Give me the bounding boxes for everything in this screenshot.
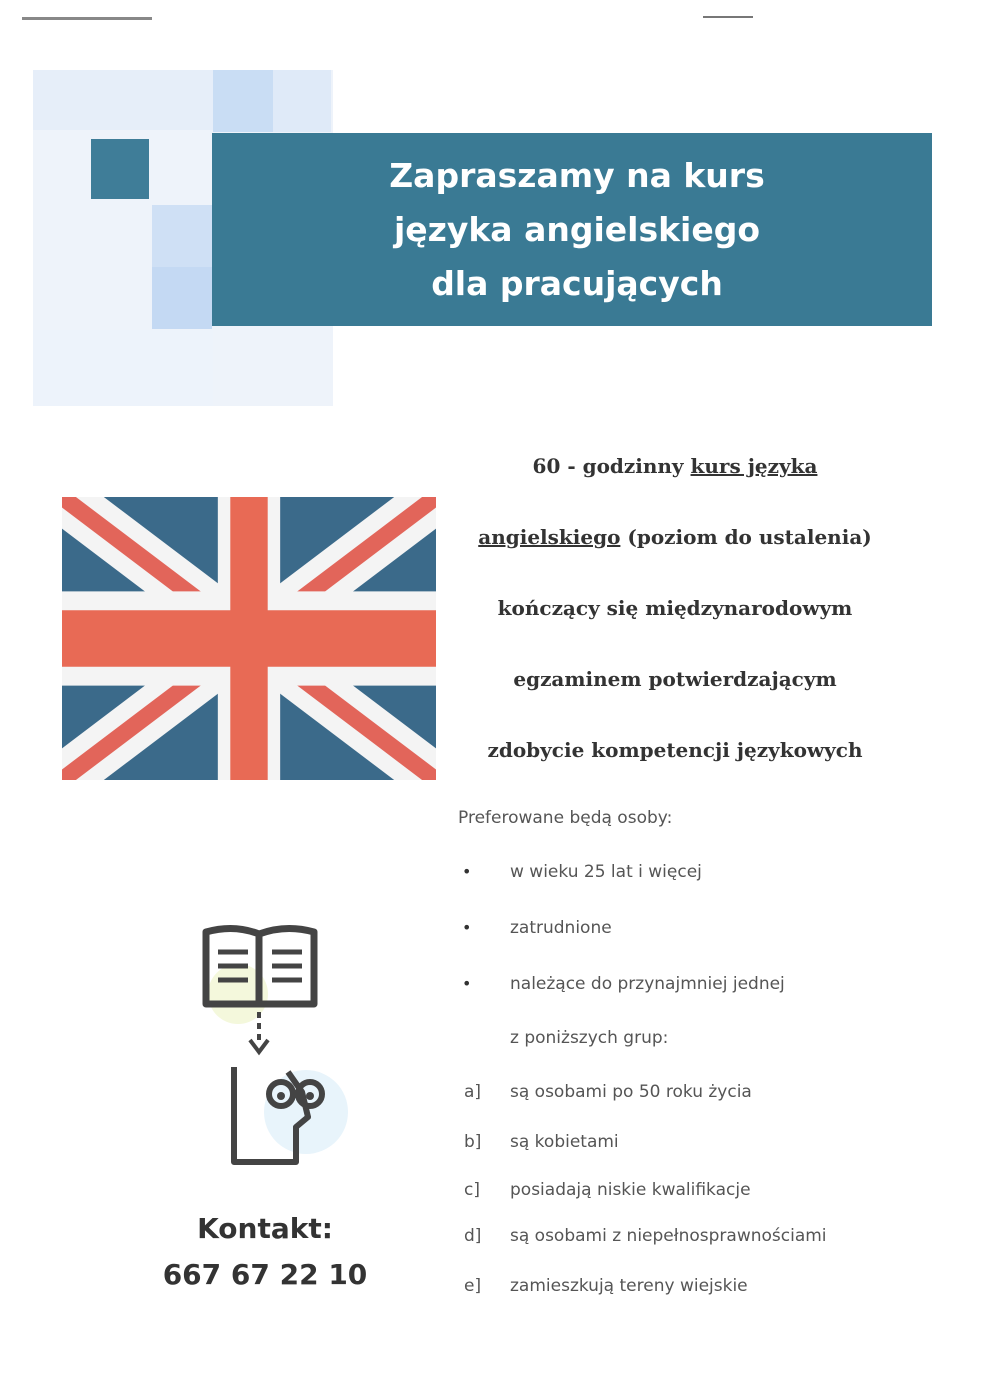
header-title-line: języka angielskiego	[393, 209, 761, 249]
group-text: są kobietami	[510, 1132, 619, 1152]
uk-flag-image	[62, 497, 436, 780]
list-item-text: należące do przynajmniej jednej	[510, 974, 785, 994]
group-letter: e]	[464, 1276, 482, 1296]
course-line	[460, 515, 890, 586]
header-title	[212, 133, 812, 326]
list-item-text: zatrudnione	[510, 918, 612, 938]
bullet-icon: •	[462, 974, 472, 993]
contact-phone[interactable]: 667 67 22 10	[162, 1258, 368, 1291]
group-letter: a]	[464, 1082, 482, 1102]
header-square-light	[213, 70, 273, 132]
header-square-dark	[91, 139, 149, 199]
course-line	[460, 444, 890, 515]
course-line: zdobycie kompetencji językowych	[487, 738, 863, 762]
course-description	[460, 444, 890, 799]
contact-block	[130, 1206, 400, 1298]
header-title-line: dla pracujących	[431, 263, 723, 303]
list-item-text: z poniższych grup:	[510, 1028, 669, 1048]
group-text: posiadają niskie kwalifikacje	[510, 1180, 751, 1200]
header-title-line: Zapraszamy na kurs	[389, 155, 765, 195]
course-text-underlined: kurs języka	[690, 454, 818, 478]
header-square-light	[152, 267, 212, 329]
header-bg-square	[33, 70, 243, 130]
contact-label: Kontakt:	[197, 1212, 333, 1245]
group-text: zamieszkują tereny wiejskie	[510, 1276, 748, 1296]
group-letter: d]	[464, 1226, 482, 1246]
course-text-underlined: angielskiego	[478, 525, 621, 549]
scan-mark-right	[703, 16, 753, 18]
group-text: są osobami po 50 roku życia	[510, 1082, 752, 1102]
bullet-icon: •	[462, 862, 472, 881]
bullet-icon: •	[462, 918, 472, 937]
header-square-pale	[273, 70, 331, 132]
list-item-text: w wieku 25 lat i więcej	[510, 862, 702, 882]
scan-mark-left	[22, 17, 152, 20]
header-square-pale	[33, 330, 213, 406]
course-line: egzaminem potwierdzającym	[513, 667, 837, 691]
course-line: kończący się międzynarodowym	[497, 596, 853, 620]
course-text: (poziom do ustalenia)	[620, 525, 872, 549]
group-letter: b]	[464, 1132, 482, 1152]
group-text: są osobami z niepełnosprawnościami	[510, 1226, 827, 1246]
group-letter: c]	[464, 1180, 480, 1200]
book-to-head-icon	[196, 922, 356, 1172]
course-text: 60 - godzinny	[532, 454, 691, 478]
requirements-heading: Preferowane będą osoby:	[458, 808, 673, 828]
header-square-light	[152, 205, 212, 267]
